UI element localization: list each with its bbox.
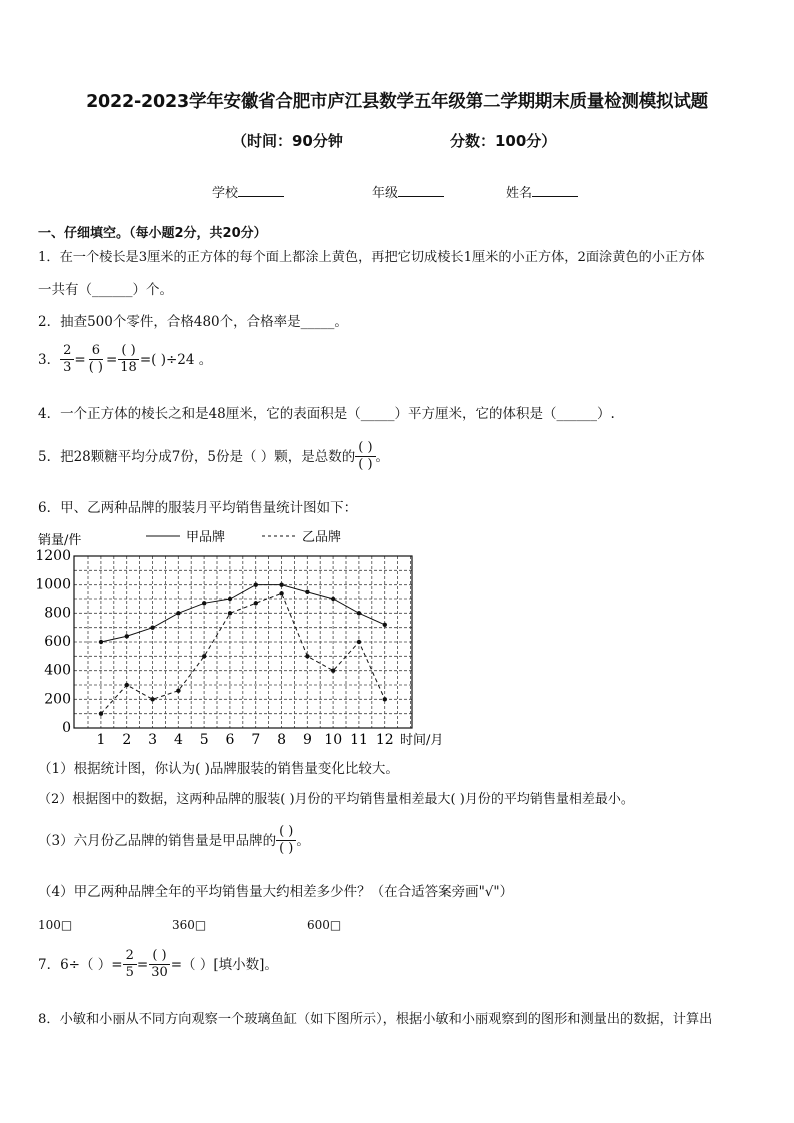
question-6-3: （3）六月份乙品牌的销售量是甲品牌的 $\frac{( )}{( )}$ 。 (38, 824, 310, 856)
x-tick-label: 4 (173, 732, 183, 748)
page-title: 2022-2023学年安徽省合肥市庐江县数学五年级第二学期期末质量检测模拟试题 (86, 92, 708, 112)
name-blank[interactable] (532, 184, 578, 197)
question-8: 8．小敏和小丽从不同方向观察一个玻璃鱼缸（如下图所示），根据小敏和小丽观察到的图形和测量出的数据，计算出 (38, 1012, 713, 1027)
data-point (228, 611, 232, 615)
chart-legend (146, 529, 341, 545)
exam-score: 分数：100分） (450, 132, 557, 150)
fraction: $\frac{( )}{18}$ (120, 343, 137, 375)
fraction: $\frac{6}{( )}$ (88, 343, 103, 375)
data-point (305, 654, 309, 658)
fraction: $\frac{( )}{( )}$ (355, 440, 375, 473)
section-heading: 一、仔细填空。（每小题2分，共20分） (38, 226, 267, 241)
x-tick-label: 10 (324, 732, 343, 748)
grade-field (372, 182, 444, 201)
data-point (125, 634, 129, 638)
grade-blank[interactable] (398, 184, 444, 197)
y-tick-label: 200 (44, 691, 71, 708)
option-360[interactable]: 360□ (172, 918, 207, 932)
data-point (331, 668, 335, 672)
school-blank[interactable] (238, 184, 284, 197)
data-point (279, 591, 283, 595)
chart-grid (74, 556, 412, 728)
question-1-line2: 一共有（______）个。 (38, 282, 173, 298)
x-axis-label: 时间/月 (400, 733, 444, 748)
y-axis-label: 销量/件 (38, 533, 82, 548)
fraction: $\frac{( )}{( )}$ (276, 824, 296, 857)
chart-ticks (35, 548, 393, 748)
data-point (383, 623, 387, 627)
question-5: 5．把28颗糖平均分成7份，5份是（ ）颗，是总数的 $\frac{( )}{( )}$ 。 (38, 440, 390, 472)
legend-label-1: 甲品牌 (186, 530, 226, 545)
x-tick-label: 8 (277, 732, 287, 748)
x-tick-label: 1 (96, 732, 106, 748)
x-tick-label: 11 (350, 732, 368, 748)
question-7: 7．6÷（ ）= $\frac{2}{5}$ = $\frac{( )}{30}$ =（ ）[填小数]。 (38, 948, 278, 980)
data-point (279, 582, 283, 586)
fraction: $\frac{( )}{30}$ (151, 948, 168, 980)
question-6-4: （4）甲乙两种品牌全年的平均销售量大约相差多少件？（在合适答案旁画"√"） (38, 884, 514, 900)
option-600[interactable]: 600□ (307, 918, 342, 932)
x-tick-label: 2 (122, 732, 132, 748)
data-point (305, 590, 309, 594)
data-point (254, 601, 258, 605)
data-point (176, 611, 180, 615)
data-point (150, 625, 154, 629)
school-field (212, 182, 284, 201)
y-tick-label: 1200 (35, 548, 71, 564)
grade-label: 年级 (372, 186, 399, 201)
question-3: 3． $\frac{2}{3}$ = $\frac{6}{( )}$ = $\frac{( )}{18}$ =( )÷24 。 (38, 343, 213, 375)
data-point (202, 654, 206, 658)
fraction: $\frac{2}{3}$ (60, 343, 74, 376)
x-tick-label: 6 (225, 732, 235, 748)
name-field (506, 182, 578, 201)
question-1-line1: 1．在一个棱长是3厘米的正方体的每个面上都涂上黄色，再把它切成棱长1厘米的小正方体，2面涂黄色的小正方体 (38, 250, 705, 265)
data-point (202, 601, 206, 605)
question-6-intro: 6．甲、乙两种品牌的服装月平均销售量统计图如下： (38, 500, 358, 516)
y-tick-label: 600 (44, 634, 71, 650)
name-label: 姓名 (506, 186, 533, 201)
data-point (228, 597, 232, 601)
exam-time: （时间：90分钟 (232, 132, 343, 150)
data-point (331, 597, 335, 601)
x-tick-label: 7 (251, 732, 261, 748)
data-point (99, 711, 103, 715)
data-point (254, 582, 258, 586)
data-point (176, 689, 180, 693)
y-tick-label: 0 (62, 720, 71, 736)
school-label: 学校 (212, 186, 239, 201)
data-point (357, 611, 361, 615)
sales-line-chart (30, 520, 470, 752)
x-tick-label: 9 (302, 732, 312, 748)
question-2: 2．抽查500个零件，合格480个，合格率是_____。 (38, 314, 348, 330)
legend-label-2: 乙品牌 (302, 530, 342, 545)
y-tick-label: 400 (44, 662, 71, 679)
data-point (150, 697, 154, 701)
question-6-2: （2）根据图中的数据，这两种品牌的服装( )月份的平均销售量相差最大( )月份的平均销售量相差最小。 (38, 792, 634, 807)
data-point (125, 683, 129, 687)
question-4: 4．一个正方体的棱长之和是48厘米，它的表面积是（_____）平方厘米，它的体积是（______）. (38, 406, 615, 422)
option-100[interactable]: 100□ (38, 918, 73, 932)
x-tick-label: 12 (375, 732, 394, 748)
y-tick-label: 800 (44, 605, 71, 622)
y-tick-label: 1000 (35, 576, 71, 593)
question-6-1: （1）根据统计图，你认为( )品牌服装的销售量变化比较大。 (38, 761, 399, 777)
data-point (383, 697, 387, 701)
data-point (357, 640, 361, 644)
data-point (99, 640, 103, 644)
x-tick-label: 5 (199, 732, 209, 748)
fraction: $\frac{2}{5}$ (123, 948, 137, 981)
x-tick-label: 3 (148, 732, 158, 748)
